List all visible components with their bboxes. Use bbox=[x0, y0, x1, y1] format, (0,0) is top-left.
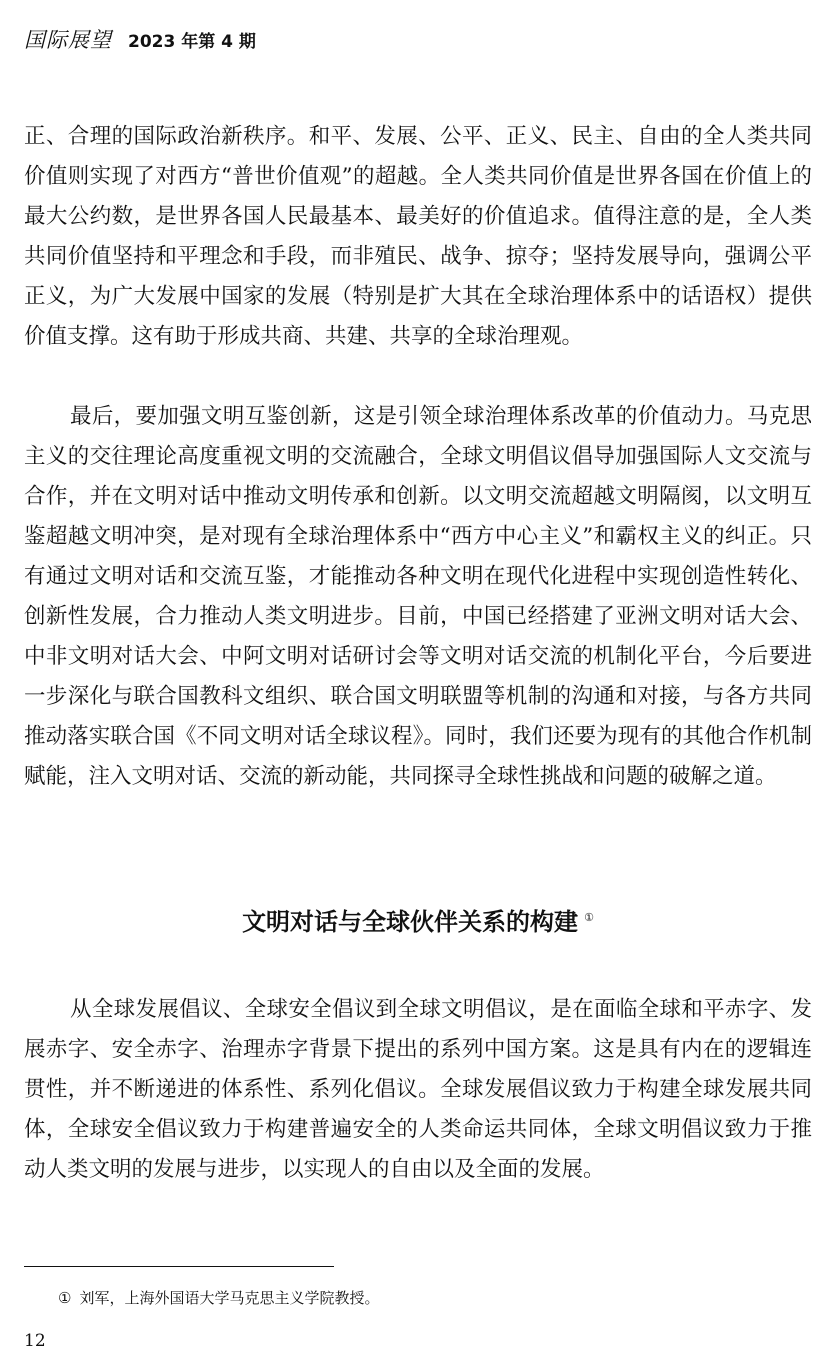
running-header bbox=[24, 24, 256, 54]
footnote-text: 刘军，上海外国语大学马克思主义学院教授。 bbox=[79, 1289, 380, 1307]
footnote-divider bbox=[24, 1266, 334, 1267]
footnote bbox=[58, 1286, 379, 1310]
journal-logo: 国际展望 bbox=[24, 28, 112, 52]
section-heading-text: 文明对话与全球伙伴关系的构建 bbox=[242, 908, 579, 936]
body-paragraph-2: 最后，要加强文明互鉴创新，这是引领全球治理体系改革的价值动力。马克思主义的交往理论高度重视文明的交流融合，全球文明倡议倡导加强国际人文交流与合作，并在文明对话中推动文明传承和创新。以文明交流超越文明隔阂，以文明互鉴超越文明冲突，是对现有全球治理体系中“西方中心主义”和霸权主义的纠正。只有通过文明对话和交流互鉴，才能推动各种文明在现代化进程中实现创造性转化、创新性发展，合力推动人类文明进步。目前，中国已经搭建了亚洲文明对话大会、中非文明对话大会、中阿文明对话研讨会等文明对话交流的机制化平台，今后要进一步深化与联合国教科文组织、联合国文明联盟等机制的沟通和对接，与各方共同推动落实联合国《不同文明对话全球议程》。同时，我们还要为现有的其他合作机制赋能，注入文明对话、交流的新动能，共同探寻全球性挑战和问题的破解之道。 bbox=[24, 404, 812, 789]
footnote-reference[interactable]: ① bbox=[584, 911, 594, 924]
body-paragraph-3: 从全球发展倡议、全球安全倡议到全球文明倡议，是在面临全球和平赤字、发展赤字、安全赤字、治理赤字背景下提出的系列中国方案。这是具有内在的逻辑连贯性，并不断递进的体系性、系列化倡议。全球发展倡议致力于构建全球发展共同体，全球安全倡议致力于构建普遍安全的人类命运共同体，全球文明倡议致力于推动人类文明的发展与进步，以实现人的自由以及全面的发展。 bbox=[24, 997, 812, 1182]
footnote-marker: ① bbox=[58, 1289, 72, 1307]
issue-number: 2023 年第 4 期 bbox=[128, 32, 256, 52]
body-paragraph-1: 正、合理的国际政治新秩序。和平、发展、公平、正义、民主、自由的全人类共同价值则实现了对西方“普世价值观”的超越。全人类共同价值是世界各国在价值上的最大公约数，是世界各国人民最基本、最美好的价值追求。值得注意的是，全人类共同价值坚持和平理念和手段，而非殖民、战争、掠夺；坚持发展导向，强调公平正义，为广大发展中国家的发展（特别是扩大其在全球治理体系中的话语权）提供价值支撑。这有助于形成共商、共建、共享的全球治理观。 bbox=[24, 124, 812, 349]
section-heading bbox=[0, 898, 836, 942]
page-number: 12 bbox=[24, 1331, 46, 1351]
